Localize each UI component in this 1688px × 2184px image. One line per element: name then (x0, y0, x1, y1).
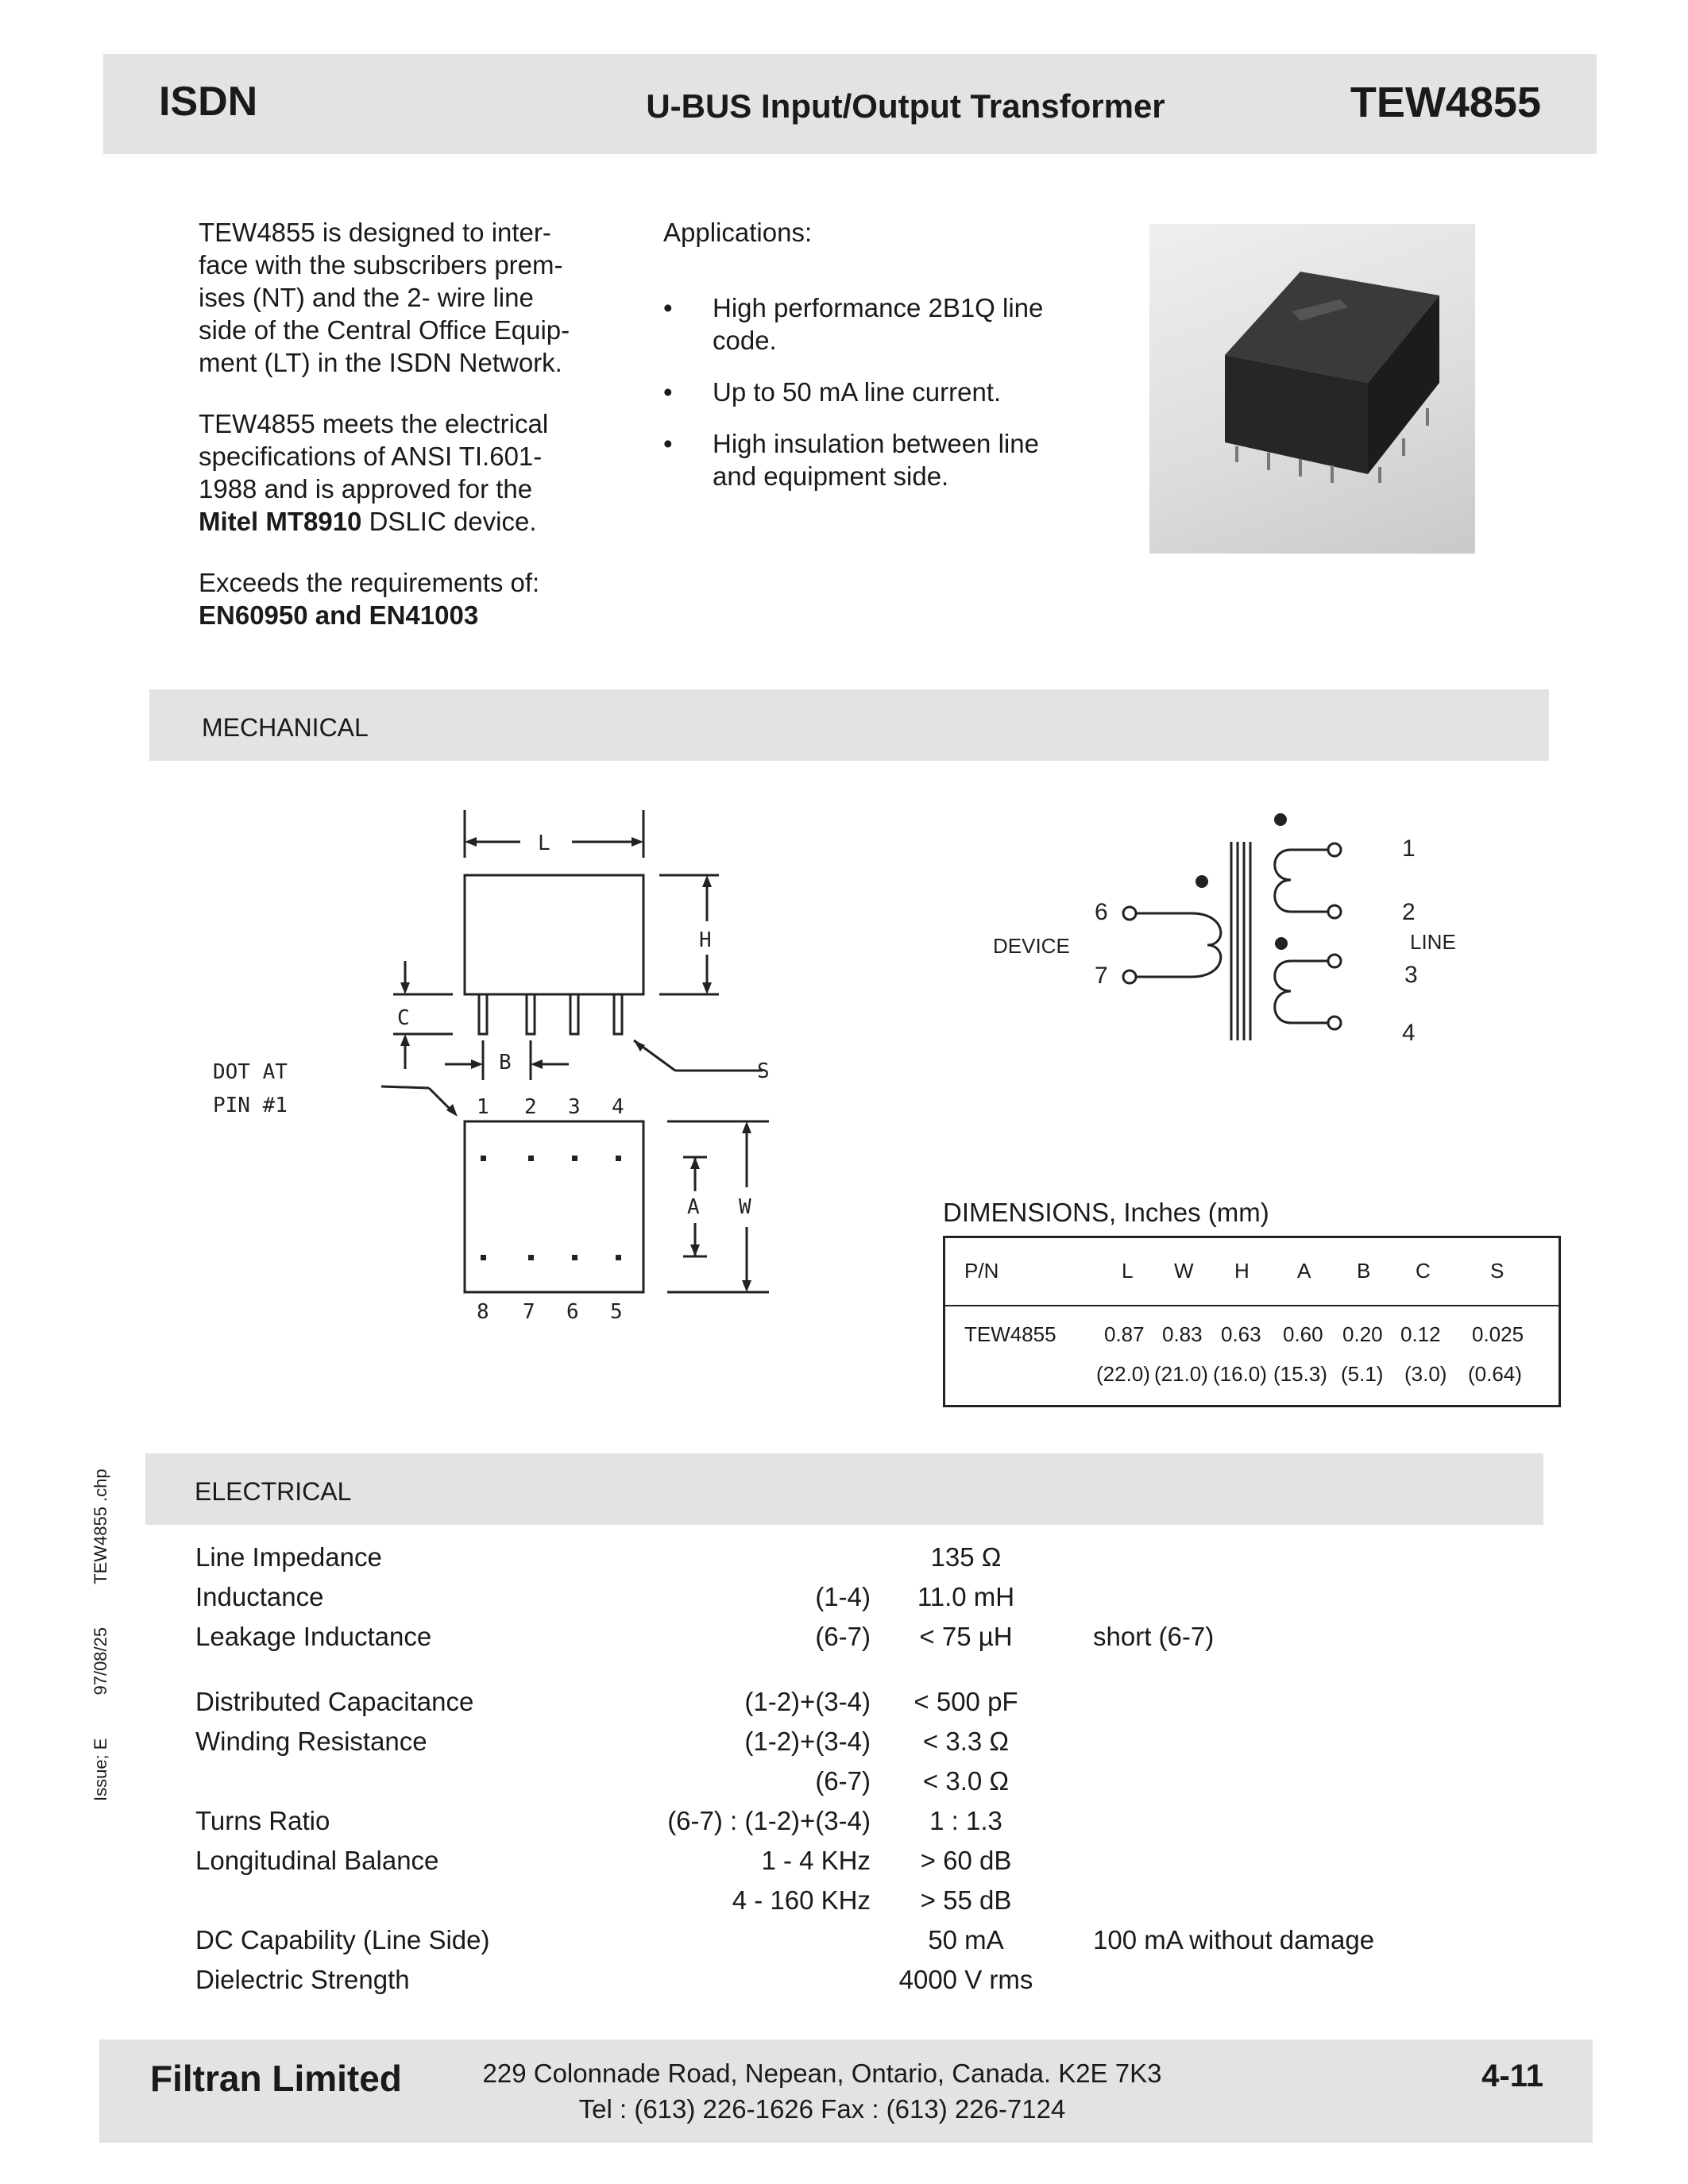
table-row: Winding Resistance (1-2)+(3-4) < 3.3 Ω (195, 1727, 1010, 1756)
pin-label: 3 (568, 1095, 581, 1119)
schematic-pin: 4 (1402, 1020, 1416, 1046)
line-label: LINE (1410, 930, 1456, 954)
pin-label: 1 (477, 1095, 489, 1119)
dimensions-title: DIMENSIONS, Inches (mm) (943, 1198, 1269, 1227)
pin-label: 7 (523, 1300, 535, 1324)
company-name: Filtran Limited (150, 2058, 402, 2099)
table-cell: (21.0) (1154, 1362, 1208, 1386)
device-name: Mitel MT8910 (199, 507, 362, 536)
table-cell: 0.87 (1104, 1322, 1145, 1346)
table-cell: 0.63 (1221, 1322, 1261, 1346)
table-cell: (0.64) (1468, 1362, 1522, 1386)
header-band (103, 54, 1597, 154)
schematic-pin: 6 (1095, 899, 1108, 925)
table-cell: 0.60 (1283, 1322, 1323, 1346)
dim-label-B: B (499, 1051, 512, 1075)
table-cell: (22.0) (1096, 1362, 1150, 1386)
device-label: DEVICE (993, 934, 1070, 958)
transformer-photo-image (1149, 224, 1475, 554)
table-header: A (1297, 1259, 1311, 1283)
schematic-pin: 1 (1402, 835, 1416, 862)
table-row: Longitudinal Balance 1 - 4 KHz > 60 dB (195, 1846, 1012, 1875)
intro-text (199, 216, 628, 660)
table-row: Line Impedance 135 Ω (195, 1542, 1002, 1572)
table-header: B (1357, 1259, 1371, 1283)
applications-heading: Applications: (663, 218, 813, 247)
header-category: ISDN (159, 79, 258, 125)
header-part-number: TEW4855 (1350, 79, 1541, 126)
header-title: U-BUS Input/Output Transformer (646, 87, 1165, 125)
dim-label-S: S (757, 1059, 770, 1083)
electrical-heading: ELECTRICAL (195, 1477, 352, 1506)
table-header: L (1122, 1259, 1134, 1283)
table-cell: 0.20 (1342, 1322, 1383, 1346)
list-item: • High insulation between line and equipment side. (663, 429, 1039, 491)
footer-band (99, 2039, 1593, 2143)
schematic-pin: 7 (1095, 963, 1108, 989)
table-cell: 0.12 (1400, 1322, 1441, 1346)
list-item: • High performance 2B1Q line code. (663, 293, 1044, 355)
table-row: Dielectric Strength 4000 V rms (195, 1965, 1033, 1994)
table-header: S (1490, 1259, 1505, 1283)
dot-label: DOT AT (213, 1060, 288, 1084)
intro-para-3: Exceeds the requirements of: EN60950 and EN41003 (199, 566, 628, 631)
mechanical-band (149, 689, 1549, 761)
dot-label: PIN #1 (213, 1094, 288, 1117)
table-row: (6-7) < 3.0 Ω (815, 1766, 1010, 1796)
table-header: H (1234, 1259, 1250, 1283)
pin-label: 8 (477, 1300, 489, 1324)
table-cell: TEW4855 (964, 1322, 1056, 1346)
transformer-schematic (977, 802, 1485, 1064)
table-row: Distributed Capacitance (1-2)+(3-4) < 500 pF (195, 1687, 1018, 1716)
table-cell: 0.83 (1162, 1322, 1203, 1346)
table-row: Leakage Inductance (6-7) < 75 µH short (6-7) (195, 1622, 1215, 1651)
pin-label: 4 (612, 1095, 624, 1119)
table-cell: (3.0) (1404, 1362, 1447, 1386)
schematic-pin: 2 (1402, 899, 1416, 925)
pin-label: 5 (610, 1300, 623, 1324)
intro-para-1: TEW4855 is designed to inter- face with the subscribers prem- ises (NT) and the 2- wire line side of the Central Office Equip- ment (LT) in the ISDN Network. (199, 218, 570, 377)
standards: EN60950 and EN41003 (199, 600, 479, 630)
table-cell: (16.0) (1213, 1362, 1267, 1386)
table-row: Inductance (1-4) 11.0 mH (195, 1582, 1015, 1611)
dim-label-A: A (687, 1195, 700, 1219)
pin-label: 6 (566, 1300, 579, 1324)
mechanical-drawing (199, 810, 834, 1350)
table-header: P/N (964, 1259, 999, 1283)
table-header: W (1174, 1259, 1194, 1283)
intro-para-2: TEW4855 meets the electrical specifications of ANSI TI.601- 1988 and is approved for the Mitel MT8910 DSLIC device. (199, 409, 549, 536)
table-cell: (15.3) (1273, 1362, 1327, 1386)
table-row: 4 - 160 KHz > 55 dB (732, 1885, 1012, 1915)
product-photo (1149, 224, 1475, 554)
mechanical-heading: MECHANICAL (202, 713, 369, 742)
table-cell: 0.025 (1472, 1322, 1524, 1346)
table-divider (945, 1305, 1559, 1306)
dim-label-L: L (538, 832, 550, 855)
dimensions-table (943, 1236, 1561, 1407)
table-header: C (1416, 1259, 1431, 1283)
applications (663, 216, 1108, 511)
schematic-pin: 3 (1404, 962, 1418, 988)
dim-label-C: C (397, 1006, 410, 1030)
pin-label: 2 (524, 1095, 537, 1119)
electrical-specs (195, 1542, 1506, 2003)
side-note: Issue; E97/08/25TEW4855 .chp (91, 1468, 110, 1801)
table-cell: (5.1) (1341, 1362, 1384, 1386)
list-item: • Up to 50 mA line current. (663, 377, 1002, 407)
table-row: DC Capability (Line Side) 50 mA 100 mA without damage (195, 1925, 1375, 1954)
page-number: 4-11 (1481, 2059, 1543, 2093)
company-address: 229 Colonnade Road, Nepean, Ontario, Canada. K2E 7K3 Tel : (613) 226-1626 Fax : (613) 226-7124 (482, 2059, 1162, 2124)
electrical-band (145, 1453, 1543, 1525)
dim-label-H: H (699, 928, 712, 952)
dim-label-W: W (739, 1195, 751, 1219)
table-row: Turns Ratio (6-7) : (1-2)+(3-4) 1 : 1.3 (195, 1806, 1002, 1835)
